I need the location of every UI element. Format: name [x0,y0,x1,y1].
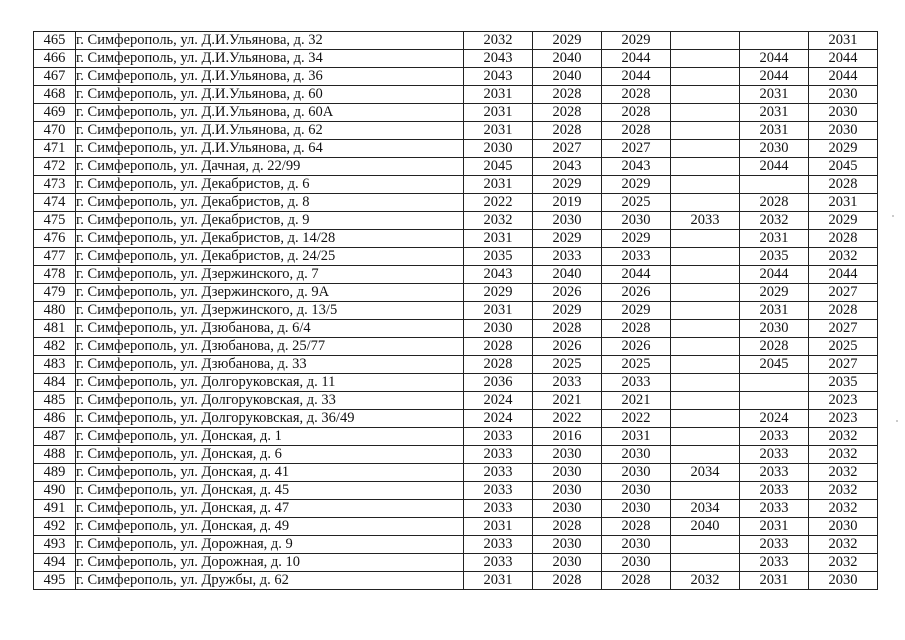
year-cell: 2031 [809,194,878,212]
year-cell: 2032 [809,482,878,500]
year-cell [740,176,809,194]
year-cell: 2024 [740,410,809,428]
year-cell: 2030 [533,482,602,500]
row-number-cell: 471 [34,140,76,158]
address-cell: г. Симферополь, ул. Дзержинского, д. 7 [76,266,464,284]
year-cell: 2027 [533,140,602,158]
year-cell: 2030 [740,320,809,338]
address-cell: г. Симферополь, ул. Д.И.Ульянова, д. 60А [76,104,464,122]
year-cell: 2030 [809,104,878,122]
year-cell: 2028 [533,122,602,140]
year-cell: 2031 [740,302,809,320]
year-cell [671,194,740,212]
address-cell: г. Симферополь, ул. Декабристов, д. 14/28 [76,230,464,248]
year-cell [671,446,740,464]
year-cell: 2029 [533,176,602,194]
year-cell: 2022 [464,194,533,212]
address-cell: г. Симферополь, ул. Дзюбанова, д. 25/77 [76,338,464,356]
year-cell: 2043 [533,158,602,176]
address-cell: г. Симферополь, ул. Декабристов, д. 6 [76,176,464,194]
year-cell: 2040 [533,68,602,86]
year-cell: 2022 [602,410,671,428]
year-cell [671,32,740,50]
table-row [34,284,878,302]
year-cell: 2031 [464,518,533,536]
address-cell: г. Симферополь, ул. Декабристов, д. 8 [76,194,464,212]
table-row [34,320,878,338]
table-row [34,32,878,50]
row-number-cell: 468 [34,86,76,104]
year-cell [671,104,740,122]
year-cell [671,266,740,284]
year-cell: 2030 [602,500,671,518]
year-cell: 2033 [740,446,809,464]
year-cell: 2030 [809,572,878,590]
year-cell: 2030 [464,320,533,338]
year-cell: 2016 [533,428,602,446]
year-cell: 2029 [602,302,671,320]
year-cell: 2030 [533,212,602,230]
year-cell: 2033 [671,212,740,230]
row-number-cell: 487 [34,428,76,446]
table-row [34,536,878,554]
row-number-cell: 489 [34,464,76,482]
year-cell: 2027 [809,356,878,374]
year-cell: 2035 [809,374,878,392]
address-cell: г. Симферополь, ул. Донская, д. 49 [76,518,464,536]
row-number-cell: 467 [34,68,76,86]
year-cell [671,122,740,140]
year-cell: 2027 [602,140,671,158]
year-cell [671,536,740,554]
year-cell: 2031 [464,302,533,320]
year-cell: 2030 [602,446,671,464]
year-cell: 2032 [809,248,878,266]
year-cell: 2021 [533,392,602,410]
year-cell: 2026 [533,338,602,356]
year-cell: 2028 [602,122,671,140]
year-cell: 2028 [602,320,671,338]
table-row [34,356,878,374]
row-number-cell: 475 [34,212,76,230]
year-cell: 2032 [809,554,878,572]
year-cell: 2033 [740,464,809,482]
row-number-cell: 473 [34,176,76,194]
year-cell: 2044 [740,266,809,284]
year-cell: 2024 [464,410,533,428]
table-row [34,86,878,104]
year-cell [671,392,740,410]
year-cell: 2032 [464,212,533,230]
year-cell: 2044 [602,266,671,284]
year-cell: 2033 [464,536,533,554]
year-cell: 2019 [533,194,602,212]
year-cell: 2030 [533,446,602,464]
row-number-cell: 469 [34,104,76,122]
year-cell: 2028 [740,338,809,356]
year-cell: 2031 [464,572,533,590]
year-cell: 2028 [809,230,878,248]
year-cell: 2031 [740,572,809,590]
year-cell: 2040 [533,50,602,68]
year-cell: 2029 [809,140,878,158]
table-row [34,338,878,356]
table-row [34,428,878,446]
address-cell: г. Симферополь, ул. Дзержинского, д. 9А [76,284,464,302]
scan-speck [892,215,894,217]
year-cell: 2033 [740,500,809,518]
year-cell: 2043 [464,50,533,68]
year-cell [671,50,740,68]
year-cell: 2033 [533,248,602,266]
year-cell: 2031 [464,230,533,248]
row-number-cell: 492 [34,518,76,536]
year-cell: 2043 [602,158,671,176]
year-cell: 2028 [809,176,878,194]
row-number-cell: 483 [34,356,76,374]
row-number-cell: 465 [34,32,76,50]
year-cell: 2026 [533,284,602,302]
table-row [34,230,878,248]
year-cell: 2030 [809,86,878,104]
year-cell: 2033 [464,446,533,464]
year-cell: 2033 [740,482,809,500]
year-cell: 2033 [464,464,533,482]
row-number-cell: 479 [34,284,76,302]
year-cell: 2034 [671,500,740,518]
year-cell: 2029 [464,284,533,302]
year-cell: 2029 [809,212,878,230]
table-row [34,266,878,284]
year-cell [671,356,740,374]
year-cell: 2032 [464,32,533,50]
year-cell [671,158,740,176]
table-row [34,446,878,464]
year-cell: 2033 [740,554,809,572]
year-cell: 2028 [602,86,671,104]
table-row [34,212,878,230]
year-cell: 2045 [464,158,533,176]
year-cell: 2032 [809,536,878,554]
address-cell: г. Симферополь, ул. Дорожная, д. 9 [76,536,464,554]
year-cell: 2033 [740,428,809,446]
table-row [34,500,878,518]
table-row [34,554,878,572]
row-number-cell: 466 [34,50,76,68]
year-cell: 2031 [464,86,533,104]
address-cell: г. Симферополь, ул. Д.И.Ульянова, д. 32 [76,32,464,50]
row-number-cell: 482 [34,338,76,356]
year-cell [671,140,740,158]
year-cell: 2031 [740,86,809,104]
year-cell: 2032 [740,212,809,230]
address-cell: г. Симферополь, ул. Донская, д. 6 [76,446,464,464]
address-cell: г. Симферополь, ул. Долгоруковская, д. 33 [76,392,464,410]
year-cell [671,68,740,86]
address-cell: г. Симферополь, ул. Дружбы, д. 62 [76,572,464,590]
year-cell [671,482,740,500]
table-row [34,464,878,482]
year-cell: 2044 [740,68,809,86]
year-cell: 2025 [809,338,878,356]
year-cell [671,230,740,248]
year-cell: 2030 [740,140,809,158]
row-number-cell: 494 [34,554,76,572]
year-cell [671,284,740,302]
year-cell: 2043 [464,266,533,284]
year-cell: 2030 [809,122,878,140]
year-cell: 2044 [809,266,878,284]
address-cell: г. Симферополь, ул. Д.И.Ульянова, д. 36 [76,68,464,86]
year-cell: 2028 [602,572,671,590]
table-row [34,140,878,158]
year-cell: 2025 [602,356,671,374]
row-number-cell: 485 [34,392,76,410]
year-cell [671,320,740,338]
year-cell: 2030 [533,464,602,482]
table-row [34,104,878,122]
address-cell: г. Симферополь, ул. Декабристов, д. 24/25 [76,248,464,266]
year-cell: 2028 [533,518,602,536]
year-cell: 2031 [740,518,809,536]
scan-speck [896,420,898,422]
address-cell: г. Симферополь, ул. Дзюбанова, д. 6/4 [76,320,464,338]
year-cell: 2030 [602,464,671,482]
table-row [34,482,878,500]
year-cell: 2033 [464,482,533,500]
year-cell: 2044 [740,50,809,68]
year-cell: 2033 [740,536,809,554]
year-cell: 2022 [533,410,602,428]
table-row [34,176,878,194]
year-cell: 2028 [533,86,602,104]
year-cell [671,338,740,356]
year-cell: 2036 [464,374,533,392]
year-cell: 2030 [602,554,671,572]
year-cell [671,248,740,266]
year-cell: 2031 [464,104,533,122]
row-number-cell: 493 [34,536,76,554]
year-cell: 2032 [671,572,740,590]
row-number-cell: 480 [34,302,76,320]
year-cell: 2024 [464,392,533,410]
table-row [34,158,878,176]
year-cell: 2026 [602,284,671,302]
year-cell: 2029 [533,32,602,50]
row-number-cell: 481 [34,320,76,338]
year-cell: 2032 [809,500,878,518]
year-cell [740,392,809,410]
row-number-cell: 476 [34,230,76,248]
address-cell: г. Симферополь, ул. Декабристов, д. 9 [76,212,464,230]
row-number-cell: 484 [34,374,76,392]
year-cell: 2031 [740,230,809,248]
row-number-cell: 470 [34,122,76,140]
year-cell: 2032 [809,446,878,464]
year-cell: 2030 [464,140,533,158]
year-cell: 2044 [740,158,809,176]
year-cell: 2031 [602,428,671,446]
year-cell: 2032 [809,428,878,446]
year-cell: 2028 [533,572,602,590]
address-cell: г. Симферополь, ул. Донская, д. 1 [76,428,464,446]
year-cell [740,374,809,392]
year-cell: 2030 [809,518,878,536]
year-cell: 2030 [602,482,671,500]
year-cell: 2028 [602,104,671,122]
year-cell: 2028 [464,356,533,374]
year-cell: 2029 [533,302,602,320]
row-number-cell: 478 [34,266,76,284]
year-cell: 2029 [533,230,602,248]
year-cell: 2044 [602,50,671,68]
year-cell: 2033 [464,428,533,446]
year-cell: 2031 [464,176,533,194]
year-cell: 2030 [533,500,602,518]
year-cell: 2023 [809,392,878,410]
row-number-cell: 491 [34,500,76,518]
row-number-cell: 486 [34,410,76,428]
year-cell: 2025 [602,194,671,212]
year-cell [740,32,809,50]
year-cell: 2029 [602,32,671,50]
year-cell [671,374,740,392]
year-cell: 2045 [740,356,809,374]
table-row [34,50,878,68]
table-row [34,374,878,392]
year-cell: 2029 [740,284,809,302]
year-cell: 2043 [464,68,533,86]
year-cell: 2033 [602,248,671,266]
year-cell [671,176,740,194]
year-cell: 2045 [809,158,878,176]
table-row [34,518,878,536]
address-cell: г. Симферополь, ул. Дачная, д. 22/99 [76,158,464,176]
year-cell: 2040 [533,266,602,284]
table-row [34,194,878,212]
year-cell: 2028 [740,194,809,212]
table-row [34,410,878,428]
year-cell: 2044 [809,50,878,68]
table-row [34,68,878,86]
year-cell: 2032 [809,464,878,482]
year-cell: 2029 [602,230,671,248]
address-cell: г. Симферополь, ул. Донская, д. 47 [76,500,464,518]
year-cell: 2033 [533,374,602,392]
year-cell: 2027 [809,320,878,338]
year-cell [671,86,740,104]
table-row [34,248,878,266]
year-cell: 2030 [533,536,602,554]
table-body [34,32,878,590]
table-row [34,122,878,140]
year-cell: 2028 [809,302,878,320]
year-cell: 2033 [602,374,671,392]
year-cell: 2028 [602,518,671,536]
row-number-cell: 495 [34,572,76,590]
row-number-cell: 472 [34,158,76,176]
year-cell: 2028 [533,104,602,122]
address-cell: г. Симферополь, ул. Долгоруковская, д. 36/49 [76,410,464,428]
year-cell: 2044 [602,68,671,86]
year-cell: 2025 [533,356,602,374]
address-cell: г. Симферополь, ул. Д.И.Ульянова, д. 34 [76,50,464,68]
year-cell: 2028 [533,320,602,338]
row-number-cell: 477 [34,248,76,266]
year-cell: 2034 [671,464,740,482]
table-row [34,392,878,410]
year-cell: 2023 [809,410,878,428]
address-cell: г. Симферополь, ул. Долгоруковская, д. 11 [76,374,464,392]
year-cell [671,428,740,446]
year-cell: 2040 [671,518,740,536]
row-number-cell: 474 [34,194,76,212]
year-cell: 2030 [602,212,671,230]
address-cell: г. Симферополь, ул. Д.И.Ульянова, д. 60 [76,86,464,104]
year-cell: 2033 [464,554,533,572]
housing-registry-table [33,31,878,590]
year-cell: 2031 [809,32,878,50]
year-cell: 2033 [464,500,533,518]
address-cell: г. Симферополь, ул. Д.И.Ульянова, д. 64 [76,140,464,158]
address-cell: г. Симферополь, ул. Донская, д. 45 [76,482,464,500]
year-cell: 2035 [464,248,533,266]
table-row [34,302,878,320]
year-cell: 2044 [809,68,878,86]
year-cell: 2031 [740,104,809,122]
year-cell: 2035 [740,248,809,266]
year-cell: 2031 [464,122,533,140]
table-row [34,572,878,590]
row-number-cell: 488 [34,446,76,464]
year-cell: 2031 [740,122,809,140]
year-cell: 2021 [602,392,671,410]
address-cell: г. Симферополь, ул. Дзержинского, д. 13/5 [76,302,464,320]
year-cell: 2030 [602,536,671,554]
year-cell [671,554,740,572]
address-cell: г. Симферополь, ул. Д.И.Ульянова, д. 62 [76,122,464,140]
address-cell: г. Симферополь, ул. Дорожная, д. 10 [76,554,464,572]
row-number-cell: 490 [34,482,76,500]
year-cell [671,410,740,428]
year-cell: 2030 [533,554,602,572]
year-cell: 2026 [602,338,671,356]
year-cell: 2028 [464,338,533,356]
year-cell: 2029 [602,176,671,194]
year-cell [671,302,740,320]
year-cell: 2027 [809,284,878,302]
address-cell: г. Симферополь, ул. Дзюбанова, д. 33 [76,356,464,374]
address-cell: г. Симферополь, ул. Донская, д. 41 [76,464,464,482]
